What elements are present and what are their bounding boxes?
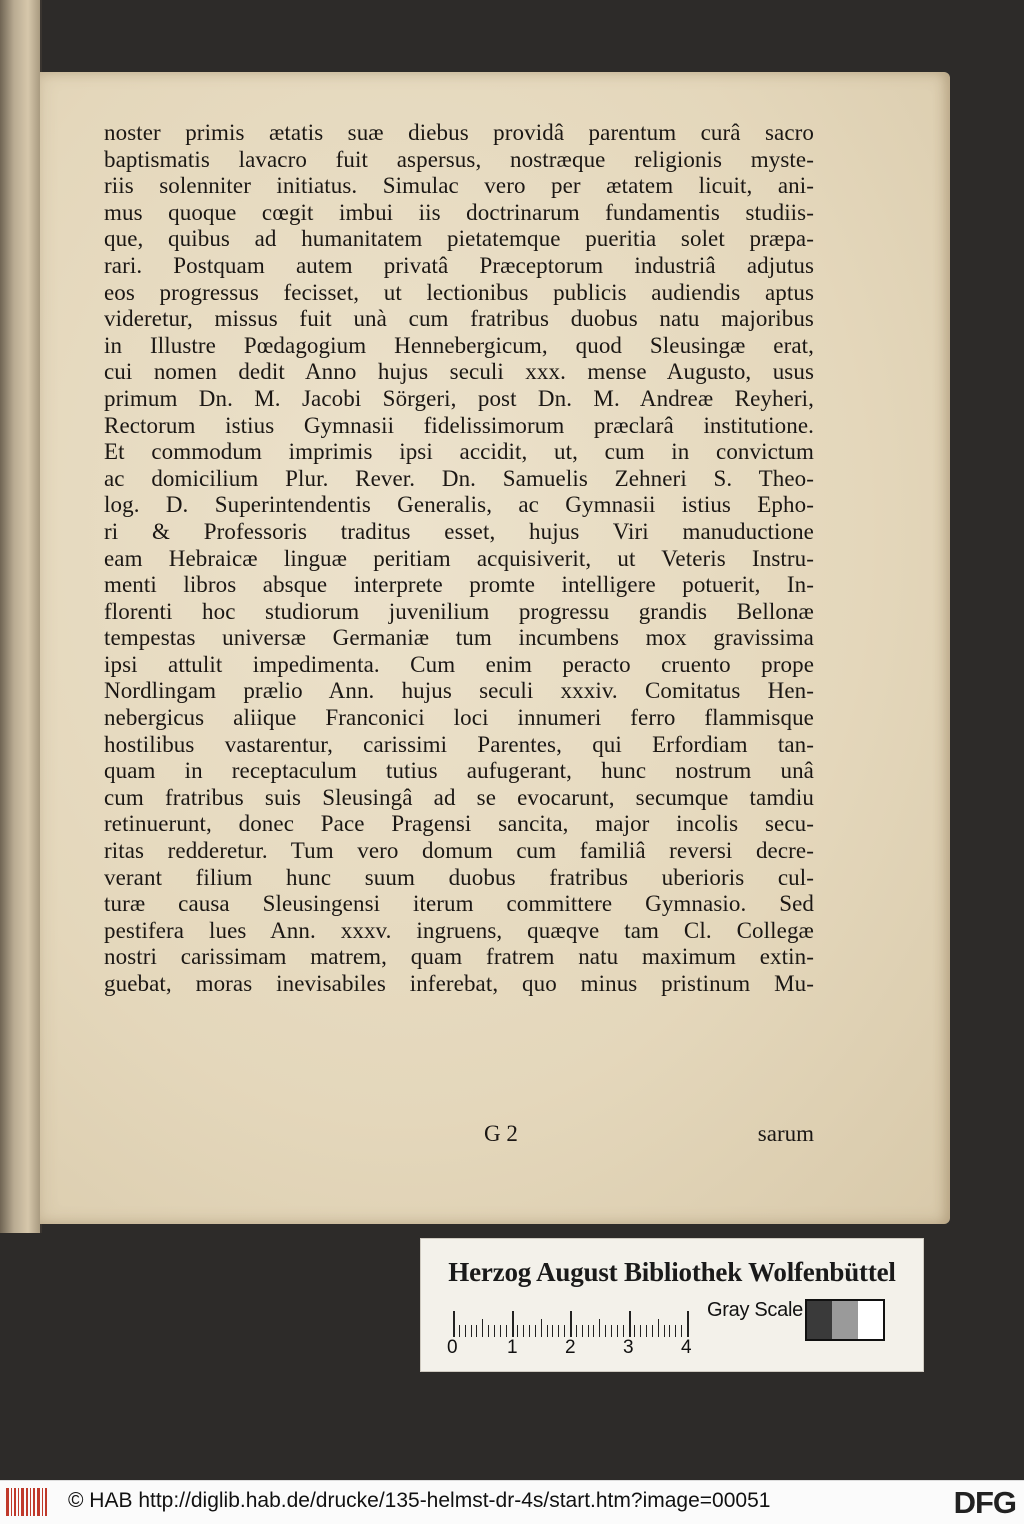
catchword: sarum bbox=[757, 1121, 814, 1146]
ruler-tick bbox=[506, 1325, 507, 1337]
ruler-tick bbox=[453, 1311, 455, 1337]
text-line: primum Dn. M. Jacobi Sörgeri, post Dn. M. Andreæ Reyheri, bbox=[104, 385, 814, 411]
text-line: guebat, moras inevisabiles inferebat, quo minus pristinum Mu- bbox=[104, 971, 814, 996]
text-line: riis solenniter initiatus. Simulac vero per ætatem licuit, ani- bbox=[104, 173, 814, 199]
ruler-tick bbox=[588, 1325, 589, 1337]
ruler-tick bbox=[652, 1325, 653, 1337]
ruler-tick bbox=[687, 1311, 689, 1337]
gray-swatch bbox=[858, 1301, 883, 1339]
text-line: Et commodum imprimis ipsi accidit, ut, cum in convictum bbox=[104, 439, 814, 465]
text-line: rari. Postquam autem privatâ Præceptorum industriâ adjutus bbox=[104, 252, 814, 278]
text-line: mus quoque cœgit imbui iis doctrinarum fundamentis studiis- bbox=[104, 199, 814, 225]
ruler-tick bbox=[582, 1325, 583, 1337]
library-color-card bbox=[420, 1238, 924, 1372]
ruler-tick bbox=[646, 1325, 647, 1337]
ruler-tick bbox=[494, 1325, 495, 1337]
ruler-tick bbox=[512, 1311, 514, 1337]
ruler-tick bbox=[517, 1325, 518, 1337]
ruler-tick bbox=[570, 1311, 572, 1337]
ruler-tick bbox=[593, 1325, 594, 1337]
gray-swatch bbox=[832, 1301, 857, 1339]
text-line: log. D. Superintendentis Generalis, ac Gymnasii istius Epho- bbox=[104, 492, 814, 518]
ruler-tick bbox=[640, 1325, 641, 1337]
ruler-tick bbox=[576, 1325, 577, 1337]
ruler-tick bbox=[611, 1325, 612, 1337]
ruler-tick bbox=[658, 1319, 659, 1337]
ruler-tick bbox=[476, 1325, 477, 1337]
text-line: retinuerunt, donec Pace Pragensi sancita, major incolis secu- bbox=[104, 811, 814, 837]
text-line: tempestas universæ Germaniæ tum incumbens mox gravissima bbox=[104, 625, 814, 651]
text-line: eam Hebraicæ linguæ peritiam acquisiverit, ut Veteris Instru- bbox=[104, 545, 814, 571]
text-line: que, quibus ad humanitatem pietatemque pueritia solet præpa- bbox=[104, 226, 814, 252]
ruler-tick bbox=[634, 1325, 635, 1337]
ruler-tick bbox=[558, 1325, 559, 1337]
ruler-tick bbox=[523, 1325, 524, 1337]
ruler-tick bbox=[541, 1319, 542, 1337]
ruler-tick bbox=[488, 1325, 489, 1337]
text-line: hostilibus vastarentur, carissimi Parentes, qui Erfordiam tan- bbox=[104, 731, 814, 757]
signature-mark: G 2 bbox=[484, 1121, 518, 1146]
book-page bbox=[40, 72, 950, 1224]
ruler-tick bbox=[623, 1325, 624, 1337]
body-text bbox=[104, 120, 814, 998]
gray-scale-label: Gray Scale bbox=[707, 1299, 803, 1321]
text-line: cum fratribus suis Sleusingâ ad se evocarunt, secumque tamdiu bbox=[104, 784, 814, 810]
ruler-tick bbox=[529, 1325, 530, 1337]
citation-link[interactable]: © HAB http://diglib.hab.de/drucke/135-helmst-dr-4s/start.htm?image=00051 bbox=[68, 1489, 771, 1512]
viewer-footer bbox=[0, 1480, 1024, 1524]
text-line: ipsi attulit impedimenta. Cum enim peracto cruento prope bbox=[104, 651, 814, 677]
text-line: turæ causa Sleusingensi iterum committere Gymnasio. Sed bbox=[104, 891, 814, 917]
ruler-number: 0 bbox=[447, 1337, 458, 1358]
ruler-tick bbox=[669, 1325, 670, 1337]
ruler-tick bbox=[675, 1325, 676, 1337]
text-line: quam in receptaculum tutius aufugerant, hunc nostrum unâ bbox=[104, 758, 814, 784]
ruler-tick bbox=[482, 1319, 483, 1337]
library-name: Herzog August Bibliothek Wolfenbüttel bbox=[448, 1257, 896, 1287]
previous-page-edge bbox=[0, 0, 42, 1233]
text-line: videretur, missus fuit unà cum fratribus duobus natu majoribus bbox=[104, 306, 814, 332]
ruler-number: 2 bbox=[565, 1337, 576, 1358]
page-footer bbox=[104, 1121, 814, 1147]
text-line: menti libros absque interprete promte intelligere potuerit, In- bbox=[104, 572, 814, 598]
text-line: nebergicus aliique Franconici loci innumeri ferro flammisque bbox=[104, 705, 814, 731]
ruler-tick bbox=[471, 1325, 472, 1337]
text-line: florenti hoc studiorum juvenilium progressu grandis Bellonæ bbox=[104, 598, 814, 624]
ruler-tick bbox=[617, 1325, 618, 1337]
ruler-tick bbox=[564, 1325, 565, 1337]
text-line: ac domicilium Plur. Rever. Dn. Samuelis Zehneri S. Theo- bbox=[104, 465, 814, 491]
text-line: pestifera lues Ann. xxxv. ingruens, quæqve tam Cl. Collegæ bbox=[104, 917, 814, 943]
text-line: in Illustre Pœdagogium Hennebergicum, quod Sleusingæ erat, bbox=[104, 332, 814, 358]
ruler-tick bbox=[599, 1319, 600, 1337]
ruler-tick bbox=[535, 1325, 536, 1337]
ruler-tick bbox=[629, 1311, 631, 1337]
ruler-tick bbox=[465, 1325, 466, 1337]
text-line: Nordlingam prælio Ann. hujus seculi xxxiv. Comitatus Hen- bbox=[104, 678, 814, 704]
ruler-tick bbox=[500, 1325, 501, 1337]
ruler-tick bbox=[605, 1325, 606, 1337]
text-line: ritas redderetur. Tum vero domum cum familiâ reversi decre- bbox=[104, 838, 814, 864]
ruler-tick bbox=[552, 1325, 553, 1337]
text-line: eos progressus fecisset, ut lectionibus publicis audiendis aptus bbox=[104, 279, 814, 305]
text-line: cui nomen dedit Anno hujus seculi xxx. mense Augusto, usus bbox=[104, 359, 814, 385]
barcode-icon bbox=[6, 1488, 48, 1516]
text-line: verant filium hunc suum duobus fratribus uberioris cul- bbox=[104, 864, 814, 890]
text-line: Rectorum istius Gymnasii fidelissimorum præclarâ institutione. bbox=[104, 412, 814, 438]
ruler-tick bbox=[459, 1325, 460, 1337]
text-line: ri & Professoris traditus esset, hujus Viri manuductione bbox=[104, 518, 814, 544]
ruler-tick bbox=[664, 1325, 665, 1337]
text-line: baptismatis lavacro fuit aspersus, nostræque religionis myste- bbox=[104, 146, 814, 172]
ruler-number: 1 bbox=[507, 1337, 518, 1358]
dfg-logo: DFG bbox=[953, 1485, 1016, 1520]
text-line: noster primis ætatis suæ diebus providâ parentum curâ sacro bbox=[104, 120, 814, 145]
centimeter-ruler bbox=[453, 1297, 693, 1337]
ruler-tick bbox=[547, 1325, 548, 1337]
ruler-tick bbox=[681, 1325, 682, 1337]
text-line: nostri carissimam matrem, quam fratrem natu maximum extin- bbox=[104, 944, 814, 970]
ruler-number: 4 bbox=[681, 1337, 692, 1358]
gray-scale-swatches bbox=[805, 1299, 885, 1341]
ruler-number: 3 bbox=[623, 1337, 634, 1358]
gray-swatch bbox=[807, 1301, 832, 1339]
